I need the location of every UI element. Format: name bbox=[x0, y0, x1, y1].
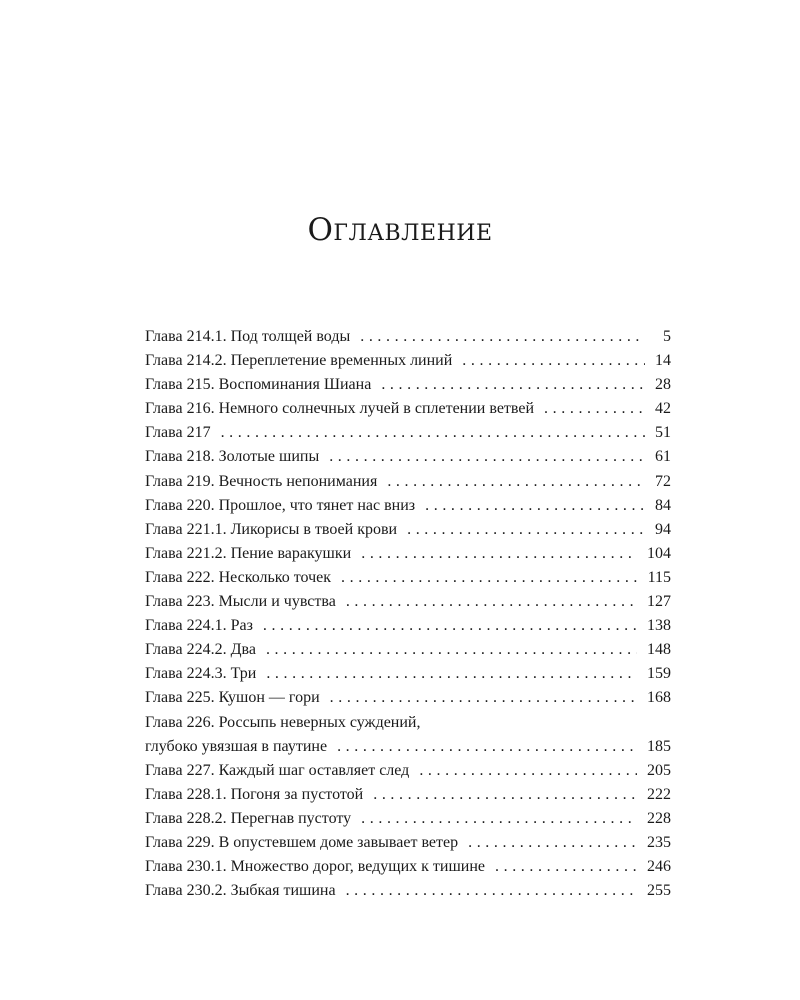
toc-entry-title: Глава 224.3. Три bbox=[145, 665, 257, 683]
dot-leader bbox=[266, 662, 637, 686]
toc-entry bbox=[145, 349, 671, 373]
toc-entry bbox=[145, 445, 671, 469]
toc-entry-title: Глава 226. Россыпь неверных суждений, bbox=[145, 713, 421, 731]
toc-entry-title: Глава 218. Золотые шипы bbox=[145, 448, 320, 466]
toc-entry-page: 127 bbox=[647, 593, 671, 611]
dot-leader bbox=[425, 494, 645, 518]
toc-entry-title: Глава 216. Немного солнечных лучей в сплетении ветвей bbox=[145, 400, 535, 418]
dot-leader bbox=[341, 566, 638, 590]
toc-entry-page: 51 bbox=[655, 424, 671, 442]
dot-leader bbox=[361, 807, 637, 831]
dot-leader bbox=[337, 735, 637, 759]
toc-entry-page: 84 bbox=[655, 496, 671, 514]
dot-leader bbox=[360, 325, 645, 349]
toc-entry-page: 185 bbox=[647, 737, 671, 755]
toc-entry bbox=[145, 518, 671, 542]
toc-entry-page: 159 bbox=[647, 665, 671, 683]
toc-entry bbox=[145, 614, 671, 638]
dot-leader bbox=[329, 445, 645, 469]
toc-entry-title: Глава 230.1. Множество дорог, ведущих к тишине bbox=[145, 858, 485, 876]
toc-entry-page: 222 bbox=[647, 785, 671, 803]
toc-entry-page: 42 bbox=[655, 400, 671, 418]
toc-entry bbox=[145, 494, 671, 518]
toc-entry-page: 72 bbox=[655, 472, 671, 490]
toc-entry-title: Глава 230.2. Зыбкая тишина bbox=[145, 882, 336, 900]
toc-entry-page: 228 bbox=[647, 809, 671, 827]
toc-entry-title: Глава 223. Мысли и чувства bbox=[145, 593, 336, 611]
toc-entry-page: 5 bbox=[663, 328, 671, 345]
toc-entry bbox=[145, 735, 671, 759]
toc-entry-title: Глава 229. В опустевшем доме завывает ветер bbox=[145, 833, 459, 851]
toc-entry bbox=[145, 542, 671, 566]
toc-entry-page: 104 bbox=[647, 544, 671, 562]
toc-entry bbox=[145, 807, 671, 831]
dot-leader bbox=[544, 397, 645, 421]
toc-entry-title: Глава 214.1. Под толщей воды bbox=[145, 328, 351, 345]
dot-leader bbox=[346, 879, 637, 903]
toc-entry-page: 94 bbox=[655, 520, 671, 538]
toc-entry-title: Глава 217 bbox=[145, 424, 211, 442]
dot-leader bbox=[263, 614, 637, 638]
dot-leader bbox=[407, 518, 645, 542]
dot-leader bbox=[373, 783, 637, 807]
page-title: Оглавление bbox=[307, 212, 493, 248]
toc-entry-page: 14 bbox=[655, 352, 671, 370]
dot-leader bbox=[462, 349, 645, 373]
dot-leader bbox=[419, 759, 637, 783]
toc-entry bbox=[145, 566, 671, 590]
toc-entry-page: 61 bbox=[655, 448, 671, 466]
toc-entry bbox=[145, 759, 671, 783]
toc-entry-title: Глава 222. Несколько точек bbox=[145, 568, 332, 586]
toc-entry-page: 138 bbox=[647, 617, 671, 635]
toc-entry-title: Глава 228.1. Погоня за пустотой bbox=[145, 785, 364, 803]
toc-entry bbox=[145, 397, 671, 421]
table-of-contents bbox=[145, 325, 671, 903]
toc-entry bbox=[145, 325, 671, 349]
dot-leader bbox=[346, 590, 637, 614]
toc-entry bbox=[145, 421, 671, 445]
toc-entry-title: Глава 221.2. Пение варакушки bbox=[145, 544, 352, 562]
toc-entry-page: 168 bbox=[647, 689, 671, 707]
toc-entry bbox=[145, 879, 671, 903]
toc-entry-title: Глава 224.2. Два bbox=[145, 641, 256, 659]
toc-entry bbox=[145, 783, 671, 807]
dot-leader bbox=[495, 855, 637, 879]
toc-entry-page: 205 bbox=[647, 761, 671, 779]
toc-entry-page: 28 bbox=[655, 376, 671, 394]
dot-leader bbox=[221, 421, 645, 445]
toc-entry bbox=[145, 373, 671, 397]
dot-leader bbox=[381, 373, 645, 397]
toc-entry-title: Глава 228.2. Перегнав пустоту bbox=[145, 809, 352, 827]
toc-entry bbox=[145, 638, 671, 662]
toc-entry-title: Глава 220. Прошлое, что тянет нас вниз bbox=[145, 496, 416, 514]
dot-leader bbox=[468, 831, 637, 855]
dot-leader bbox=[387, 470, 645, 494]
dot-leader bbox=[330, 686, 637, 710]
dot-leader bbox=[361, 542, 637, 566]
toc-entry bbox=[145, 470, 671, 494]
toc-entry-page: 255 bbox=[647, 882, 671, 900]
toc-entry bbox=[145, 590, 671, 614]
toc-entry-title: Глава 224.1. Раз bbox=[145, 617, 253, 635]
toc-entry bbox=[145, 855, 671, 879]
toc-entry-page: 115 bbox=[647, 568, 671, 586]
toc-entry-title: Глава 227. Каждый шаг оставляет след bbox=[145, 761, 410, 779]
toc-entry-page: 246 bbox=[647, 858, 671, 876]
toc-entry-title: глубоко увязшая в паутине bbox=[145, 737, 328, 755]
toc-entry-title: Глава 214.2. Переплетение временных линий bbox=[145, 352, 453, 370]
toc-entry bbox=[145, 662, 671, 686]
toc-entry-title: Глава 215. Воспоминания Шиана bbox=[145, 376, 372, 394]
toc-entry-title: Глава 221.1. Ликорисы в твоей крови bbox=[145, 520, 398, 538]
toc-entry-continued bbox=[145, 711, 671, 735]
toc-entry bbox=[145, 686, 671, 710]
dot-leader bbox=[266, 638, 637, 662]
toc-entry-page: 235 bbox=[647, 833, 671, 851]
toc-entry-title: Глава 225. Кушон — гори bbox=[145, 689, 320, 707]
toc-entry-page: 148 bbox=[647, 641, 671, 659]
toc-entry-title: Глава 219. Вечность непонимания bbox=[145, 472, 378, 490]
toc-entry bbox=[145, 831, 671, 855]
